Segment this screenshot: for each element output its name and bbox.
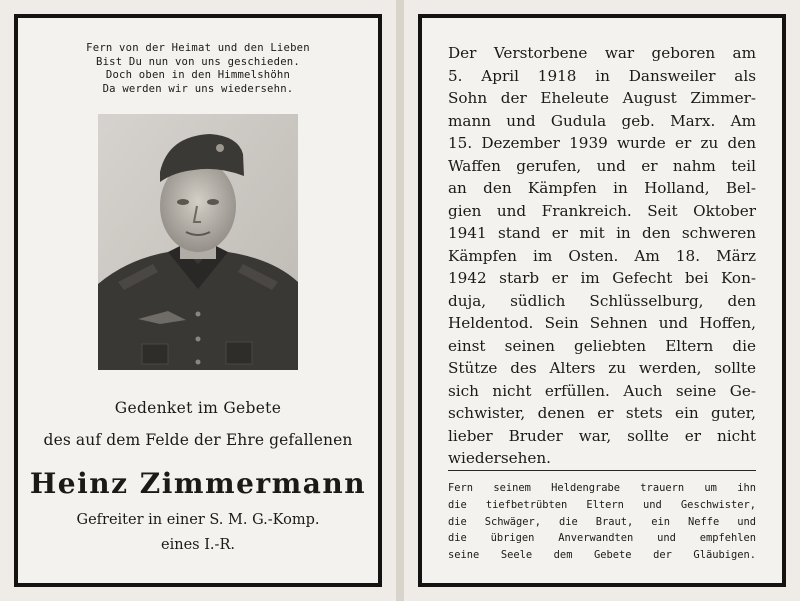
biography-line: einst seinen geliebten Eltern die [448,336,756,355]
left-card [0,0,396,601]
closing-line: die Schwäger, die Braut, ein Neffe und [448,515,756,528]
biography-line: 1942 starb er im Gefecht bei Kon- [448,269,756,287]
poem-line: Da werden wir uns wiedersehn. [102,82,294,95]
biography-line: 15. Dezember 1939 wurde er zu den [448,134,756,152]
biography-line: 1941 stand er mit in den schweren [448,224,756,242]
poem-line: Bist Du nun von uns geschieden. [96,55,300,68]
poem [18,42,378,96]
divider [448,470,756,471]
closing-line: die tiefbetrübten Eltern und Geschwister, [448,498,756,511]
biography-line: wiedersehen. [448,449,551,467]
biography-line: gien und Frankreich. Seit Oktober [448,201,756,220]
closing-line: Fern seinem Heldengrabe trauern um ihn [448,482,756,494]
biography-line: Sohn der Eheleute August Zimmer- [448,89,756,107]
unit-line: eines I.-R. [161,537,235,553]
biography-line: duja, südlich Schlüsselburg, den [448,291,756,310]
left-card-border [14,14,382,587]
biography-line: 5. April 1918 in Dansweiler als [448,66,756,85]
fallen-line: des auf dem Felde der Ehre gefallenen [43,431,353,449]
biography-line: mann und Gudula geb. Marx. Am [448,111,756,130]
biography-line: schwister, denen er stets ein guter, [448,404,756,422]
soldier-portrait-photo [98,114,298,370]
closing-line: seine Seele dem Gebete der Gläubigen. [448,549,756,562]
poem-line: Fern von der Heimat und den Lieben [86,42,310,54]
closing-paragraph [448,480,756,564]
biography-line: sich nicht erfüllen. Auch seine Ge- [448,381,756,400]
biography-line: an den Kämpfen in Holland, Bel- [448,179,756,197]
closing-line: die übrigen Anverwandten und empfehlen [448,532,756,545]
poem-line: Doch oben in den Himmelshöhn [105,69,291,81]
biography-line: Kämpfen im Osten. Am 18. März [448,246,756,265]
biography-line: Der Verstorbene war geboren am [448,44,756,62]
biography-line: lieber Bruder war, sollte er nicht [448,426,756,445]
remembrance-line: Gedenket im Gebete [114,399,282,417]
rank-line: Gefreiter in einer S. M. G.-Komp. [76,512,320,528]
deceased-name: Heinz Zimmermann [29,467,367,500]
biography [448,42,756,470]
biography-line: Stütze des Alters zu werden, sollte [448,359,756,377]
biography-line: Heldentod. Sein Sehnen und Hoffen, [448,314,756,332]
biography-line: Waffen gerufen, und er nahm teil [448,156,756,175]
right-card-border [418,14,786,587]
right-card [404,0,800,601]
